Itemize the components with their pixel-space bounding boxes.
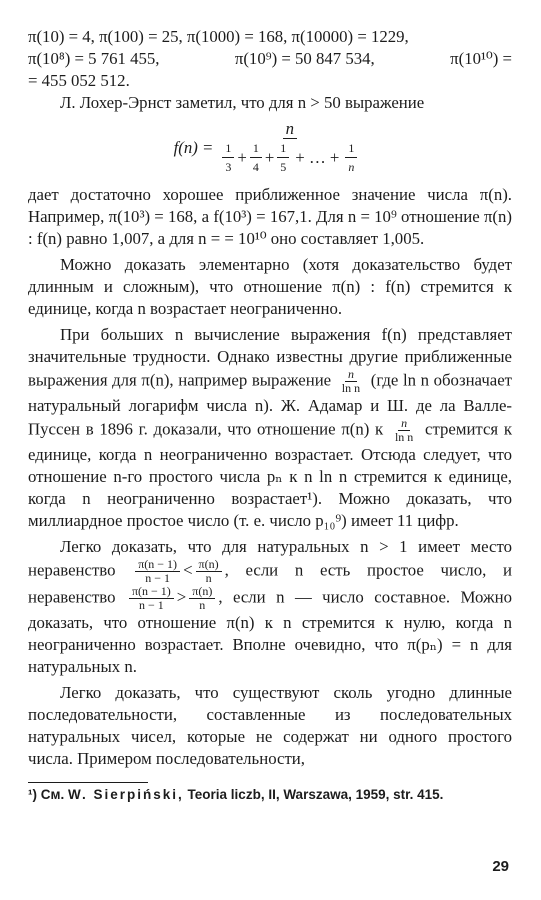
paragraph-elementary-proof: Можно доказать элементарно (хотя доказательство будет длинным и сложным), что отношение π(n) : f(n) стремится к единице, когда n возрастает неограниченно. [28, 255, 512, 318]
frac-num: π(n − 1) [129, 585, 174, 599]
fraction-n-over-ln-n-2 [392, 417, 416, 444]
prime-counts-text-1: π(10) = 4, π(100) = 25, π(1000) = 168, π(10000) = 1229, [28, 27, 409, 46]
para3-text-c: стремится к единице, когда n неограниченно возрастает. Отсюда следует, что отношение n-го простого числа pₙ к n ln n стремится к единице, когда n неограниченно возрастает¹). Можно доказать, что миллиардное простое число (т. е. число p₁₀⁹) имеет 11 цифр. [28, 419, 512, 530]
prime-counts-line-3: = 455 052 512. [28, 71, 130, 90]
paragraph-lokher-ernst: Л. Лохер-Эрнст заметил, что для n > 50 выражение [60, 93, 425, 112]
plus-sign: + [237, 147, 247, 167]
footnote-author: W. Sierpiński, [68, 787, 184, 802]
plus-sign: + [264, 147, 275, 167]
prime-counts-line-2 [28, 48, 512, 70]
para3-text-b: (где ln n обозначает натуральный логарифм числа n). Ж. Адамар и Ш. де ла Валле-Пуссен в 1896 г. доказали, что отношение π(n) к [28, 370, 513, 439]
term-n-num: 1 [345, 139, 357, 158]
formula-f-n [28, 120, 512, 176]
footnote-mark: ¹) См. [28, 787, 65, 802]
less-than-sign: < [183, 560, 193, 580]
page-number: 29 [492, 858, 509, 875]
footnote-reference: Teoria liczb, II, Warszawa, 1959, str. 415. [187, 787, 444, 802]
frac-den: ln n [341, 381, 361, 395]
prime-count-10-8: π(10⁸) = 5 761 455, [28, 49, 160, 68]
ineq1-right-fraction [196, 558, 222, 585]
frac-den: n [199, 598, 206, 612]
ineq2-left-fraction [129, 585, 174, 612]
term-3-den: 5 [280, 160, 287, 174]
term-1-num: 1 [222, 139, 234, 158]
formula-term-n [345, 139, 357, 176]
frac-den: n − 1 [145, 571, 171, 585]
paragraph-sequences: Легко доказать, что существуют сколь угодно длинные последовательности, составленные из последовательных натуральных чисел, которые не содержат ни одного простого числа. Примером последовательности, [28, 683, 512, 768]
term-2-den: 4 [252, 160, 259, 174]
page-body [28, 26, 512, 803]
para4-text-a: Легко доказать, что для натуральных n > 1 имеет место неравенство [28, 537, 512, 580]
formula-term-1 [222, 139, 234, 176]
greater-than-sign: > [176, 587, 187, 607]
fraction-n-over-ln-n [339, 368, 363, 395]
ineq1-left-fraction [135, 558, 180, 585]
formula-denominator [216, 139, 363, 176]
paragraph-approximation: дает достаточно хорошее приближенное значение числа π(n). Например, π(10³) = 168, а f(10³) = 167,1. Для n = 10⁹ отношение π(n) : f(n) равно 1,007, а для n = = 10¹⁰ оно составляет 1,005. [28, 185, 512, 248]
frac-den: n [205, 571, 212, 585]
frac-num: π(n) [189, 585, 215, 599]
ineq2-right-fraction [189, 585, 215, 612]
para4-text-b: , если n есть простое число, и неравенство [28, 560, 512, 607]
frac-num: n [345, 368, 357, 382]
term-2-num: 1 [250, 139, 262, 158]
formula-main-fraction [216, 120, 363, 176]
formula-term-2 [250, 139, 262, 176]
para4-text-c: , если n — число составное. Можно доказать, что отношение π(n) к n стремится к нулю, когда n неограниченно возрастает. Вполне очевидно, что π(pₙ) = n для натуральных n. [28, 587, 512, 676]
prime-count-10-9: π(10⁹) = 50 847 534, [234, 49, 375, 68]
frac-num: π(n − 1) [135, 558, 180, 572]
term-1-den: 3 [225, 160, 232, 174]
frac-den: ln n [394, 430, 414, 444]
prime-counts-line-1 [28, 26, 512, 48]
formula-numerator: n [283, 120, 297, 139]
ellipsis-plus: + … + [295, 147, 340, 167]
footnote-divider [28, 782, 148, 783]
formula-term-3 [277, 139, 289, 176]
frac-num: π(n) [196, 558, 222, 572]
term-3-num: 1 [277, 139, 289, 158]
frac-den: n − 1 [138, 598, 164, 612]
term-n-den: n [348, 160, 355, 174]
paragraph-inequalities [28, 536, 512, 678]
para3-text-a: При больших n вычисление выражения f(n) представляет значительные трудности. Однако известны другие приближенные выражения для π(n), например выражение [28, 325, 512, 390]
footnote [28, 787, 512, 803]
prime-count-10-10: π(10¹⁰) = [450, 49, 512, 68]
formula-lhs: f(n) = [173, 138, 214, 157]
paragraph-large-n [28, 324, 512, 532]
frac-num: n [398, 417, 410, 431]
